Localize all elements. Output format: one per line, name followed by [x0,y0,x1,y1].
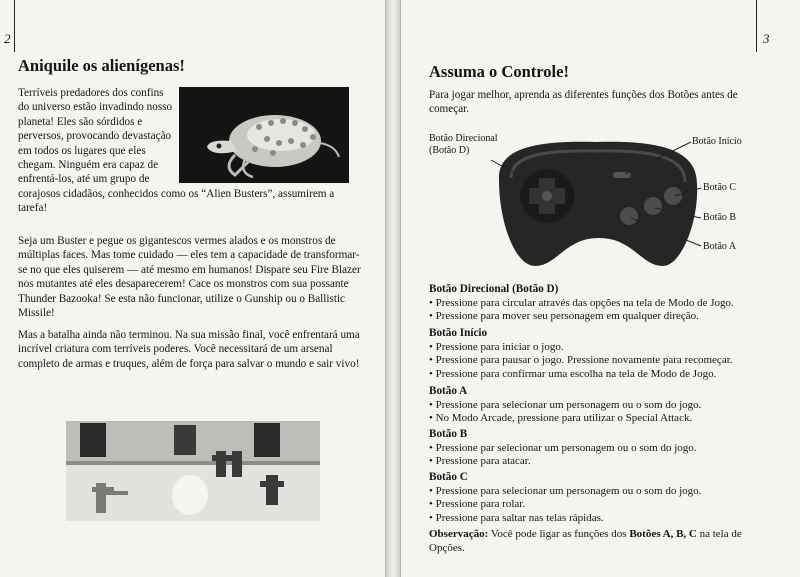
right-page [400,0,800,577]
controls-intro: Para jogar melhor, aprenda as diferentes funções dos Botões antes de começar. [429,89,738,116]
list-item: • Pressione para atacar. [429,455,779,469]
section-botao-a [429,385,779,426]
page-number-left: 2 [4,31,11,46]
list-item: • Pressione par selecionar um personagem ou o som do jogo. [429,442,779,456]
book-gutter [386,0,400,577]
section-botao-b [429,428,779,469]
list-item: • Pressione para rolar. [429,498,779,512]
alien-creature-illustration [179,87,349,183]
label-start: Botão Início [692,136,742,147]
label-button-b: Botão B [703,212,737,223]
controller-illustration [401,0,800,290]
intro-paragraph-rest: corajosos cidadãos, conhecidos como os “Alien Busters”, assumirem a tarefa! [18,188,335,215]
heading-assuma: Assuma o Controle! [429,62,569,81]
section-title: Botão Início [429,327,488,339]
section-title: Botão A [429,385,468,397]
story-paragraph-3: Mas a batalha ainda não terminou. Na sua missão final, você enfrentará uma incrível criatura com terríveis poderes. Você necessitará de um arsenal completo de armas e truques, além de força para salvar o mundo e sair vivo! [18,329,360,370]
game-scene-illustration [66,421,320,521]
label-button-a: Botão A [703,241,737,252]
note-paragraph [429,528,775,555]
intro-paragraph: Terríveis predadores dos confins do universo estão invadindo nosso planeta! Eles são sórdidos e perversos, provocando devastação em todos os lugares que eles chegam. Ninguém era capaz de enfrentá-los, até um grupo de [18,87,173,186]
list-item: • Pressione para pausar o jogo. Pressione novamente para recomeçar. [429,354,779,368]
list-item: • No Modo Arcade, pressione para utilizar o Special Attack. [429,412,779,426]
label-dpad: Botão Direcional (Botão D) [429,133,498,156]
section-title: Botão C [429,471,468,483]
list-item: • Pressione para circular através das opções na tela de Modo de Jogo. [429,297,779,311]
section-title: Botão Direcional (Botão D) [429,283,559,295]
section-botao-inicio [429,327,779,381]
left-page [0,0,386,577]
note-buttons: Botões A, B, C [629,528,697,540]
list-item: • Pressione para mover seu personagem em qualquer direção. [429,310,779,324]
note-text-end: na tela de Opções. [429,528,742,554]
heading-aniquile: Aniquile os alienígenas! [18,56,185,75]
section-title: Botão B [429,428,468,440]
label-button-c: Botão C [703,182,737,193]
list-item: • Pressione para selecionar um personagem ou o som do jogo. [429,485,779,499]
page-number-rule [14,0,15,52]
note-text: Você pode ligar as funções dos [488,528,630,540]
page-number-right: 3 [763,31,770,46]
list-item: • Pressione para selecionar um personagem ou o som do jogo. [429,399,779,413]
section-botao-direcional [429,283,779,324]
story-paragraph-2: Seja um Buster e pegue os gigantescos vermes alados e os monstros de múltiplas faces. Mas tome cuidado — eles tem a capacidade de transformar-se no que eles quiserem — até mesmo em humanos! Dispare seu Fire Blazer nos mutantes até eles desaparecerem! Cace os monstros com sua possante Thunder Bazooka! Se esta não funcionar, utilize o Gunship ou o Ballistic Missile! [18,235,361,320]
note-label: Observação: [429,528,489,540]
list-item: • Pressione para iniciar o jogo. [429,341,779,355]
section-botao-c [429,471,779,525]
list-item: • Pressione para confirmar uma escolha na tela de Modo de Jogo. [429,368,779,382]
list-item: • Pressione para saltar nas telas rápidas. [429,512,779,526]
